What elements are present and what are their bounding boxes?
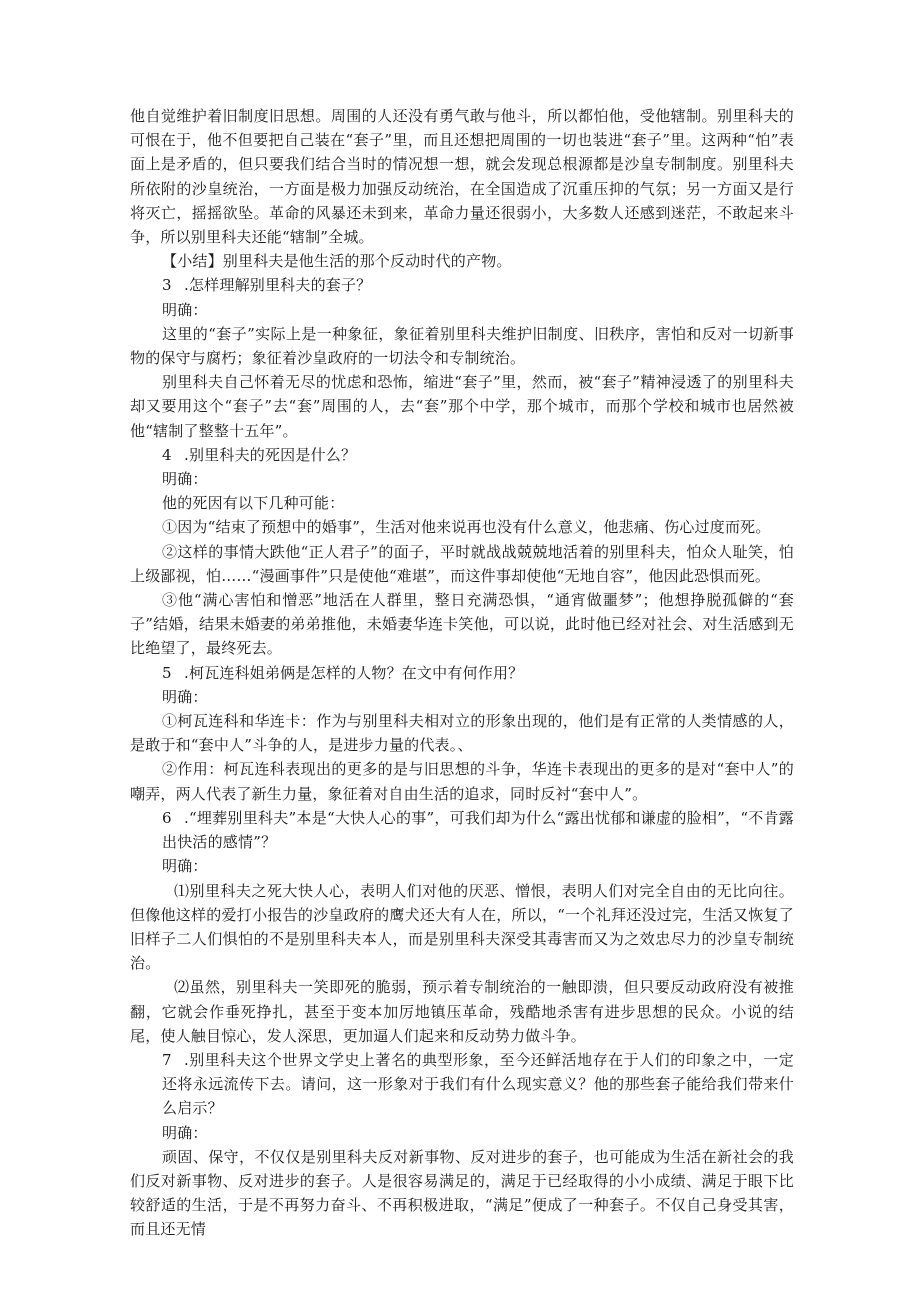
paragraph-11: ③他“满心害怕和憎恶”地活在人群里，整日充满恐惧，“通宵做噩梦”；他想挣脱孤僻的“套子”结婚，结果未婚妻的弟弟推他，未婚妻华连卡笑他，可以说，此时他已经对社会、对生活感到无比绝望了，最终死去。 xyxy=(130,591,794,658)
question-text: .别里科夫这个世界文学史上著名的典型形象，至今还鲜活地存在于人们的印象之中，一定还将永远流传下去。请问，这一形象对于我们有什么现实意义？他的那些套子能给我们带来什么启示？ xyxy=(162,1050,794,1118)
question-number: 7 xyxy=(162,1050,172,1069)
answer-label: 明确： xyxy=(162,687,208,706)
paragraph-18: ⑴别里科夫之死大快人心，表明人们对他的厌恶、憎恨，表明人们对完全自由的无比向往。但像他这样的爱打小报告的沙皇政府的鹰犬还大有人在，所以，“一个礼拜还没过完，生活又恢复了旧样子二人们惧怕的不是别里科夫本人，而是别里科夫深受其毒害而又为之效忠尽力的沙皇专制统治。 xyxy=(130,881,794,973)
question-7 xyxy=(130,1048,794,1121)
paragraph-22: 顽固、保守，不仅仅是别里科夫反对新事物、反对进步的套子，也可能成为生活在新社会的我们反对新事物、反对进步的套子。人是很容易满足的，满足于已经取得的小小成绩、满足于眼下比较舒适的生活，于是不再努力奋斗、不再积极进取，“满足”便成了一种套子。不仅自己身受其害，而且还无情 xyxy=(130,1147,794,1239)
question-4 xyxy=(130,443,794,467)
question-number: 4 xyxy=(162,445,172,464)
paragraph-15: ②作用：柯瓦连科表现出的更多的是与旧思想的斗争，华连卡表现出的更多的是对“套中人”的嘲弄，两人代表了新生力量，象征着对自由生活的追求，同时反衬“套中人”。 xyxy=(130,760,794,803)
question-text: .别里科夫的死因是什么？ xyxy=(184,445,357,464)
document-body xyxy=(130,104,794,1242)
paragraph-9: ①因为“结束了预想中的婚事”，生活对他来说再也没有什么意义，他悲痛、伤心过度而死。 xyxy=(162,518,771,537)
question-number: 3 xyxy=(162,276,172,295)
answer-label: 明确： xyxy=(162,470,208,489)
question-text: .“埋葬别里科夫”本是“大快人心的事”，可我们却为什么“露出忧郁和谦虚的脸相”，“不肯露出快活的感情”？ xyxy=(162,808,794,852)
paragraph-4: 这里的“套子”实际上是一种象征，象征着别里科夫维护旧制度、旧秩序，害怕和反对一切新事物的保守与腐朽；象征着沙皇政府的一切法令和专制统治。 xyxy=(130,324,794,368)
question-text: .怎样理解别里科夫的套子？ xyxy=(184,276,372,295)
paragraph-8: 他的死因有以下几种可能： xyxy=(162,494,345,513)
question-number: 6 xyxy=(162,808,172,827)
paragraph-14: ①柯瓦连科和华连卡：作为与别里科夫相对立的形象出现的，他们是有正常的人类情感的人，是敢于和“套中人”斗争的人，是进步力量的代表。、 xyxy=(130,712,794,755)
question-text: .柯瓦连科姐弟俩是怎样的人物？在文中有何作用？ xyxy=(184,663,524,682)
question-number: 5 xyxy=(162,663,172,682)
answer-label: 明确： xyxy=(162,857,208,876)
answer-label: 明确： xyxy=(162,300,208,319)
paragraph-10: ②这样的事情大跌他“正人君子”的面子，平时就战战兢兢地活着的别里科夫，怕众人耻笑，怕上级鄙视，怕……“漫画事件”只是使他“难堪”，而这件事却使他“无地自容”，他因此恐惧而死。 xyxy=(130,542,794,585)
question-5 xyxy=(130,661,794,685)
paragraph-0: 他自觉维护着旧制度旧思想。周围的人还没有勇气敢与他斗，所以都怕他，受他辖制。别里科夫的可恨在于，他不但要把自己装在“套子”里，而且还想把周围的一切也装进“套子”里。这两种“怕”表面上是矛盾的，但只要我们结合当时的情况想一想，就会发现总根源都是沙皇专制制度。别里科夫所依附的沙皇统治，一方面是极力加强反动统治，在全国造成了沉重压抑的气氛；另一方面又是行将灭亡，摇摇欲坠。革命的风暴还未到来，革命力量还很弱小，大多数人还感到迷茫，不敢起来斗争，所以别里科夫还能“辖制”全城。 xyxy=(130,107,794,247)
summary-paragraph: 【小结】别里科夫是他生活的那个反动时代的产物。 xyxy=(162,252,512,271)
question-6 xyxy=(130,806,794,854)
question-3 xyxy=(130,273,794,297)
paragraph-5: 别里科夫自己怀着无尽的忧虑和恐怖，缩进“套子”里，然而，被“套子”精神浸透了的别里科夫却又要用这个“套子”去“套”周围的人，去“套”那个中学，那个城市，而那个学校和城市也居然被他“辖制了整整十五年”。 xyxy=(130,373,794,440)
paragraph-19: ⑵虽然，别里科夫一笑即死的脆弱，预示着专制统治的一触即溃，但只要反动政府没有被推翻，它就会作垂死挣扎，甚至于变本加厉地镇压革命，残酷地杀害有进步思想的民众。小说的结尾，使人触目惊心，发人深思，更加逼人们起来和反动势力做斗争。 xyxy=(130,978,794,1045)
answer-label: 明确： xyxy=(162,1123,208,1142)
